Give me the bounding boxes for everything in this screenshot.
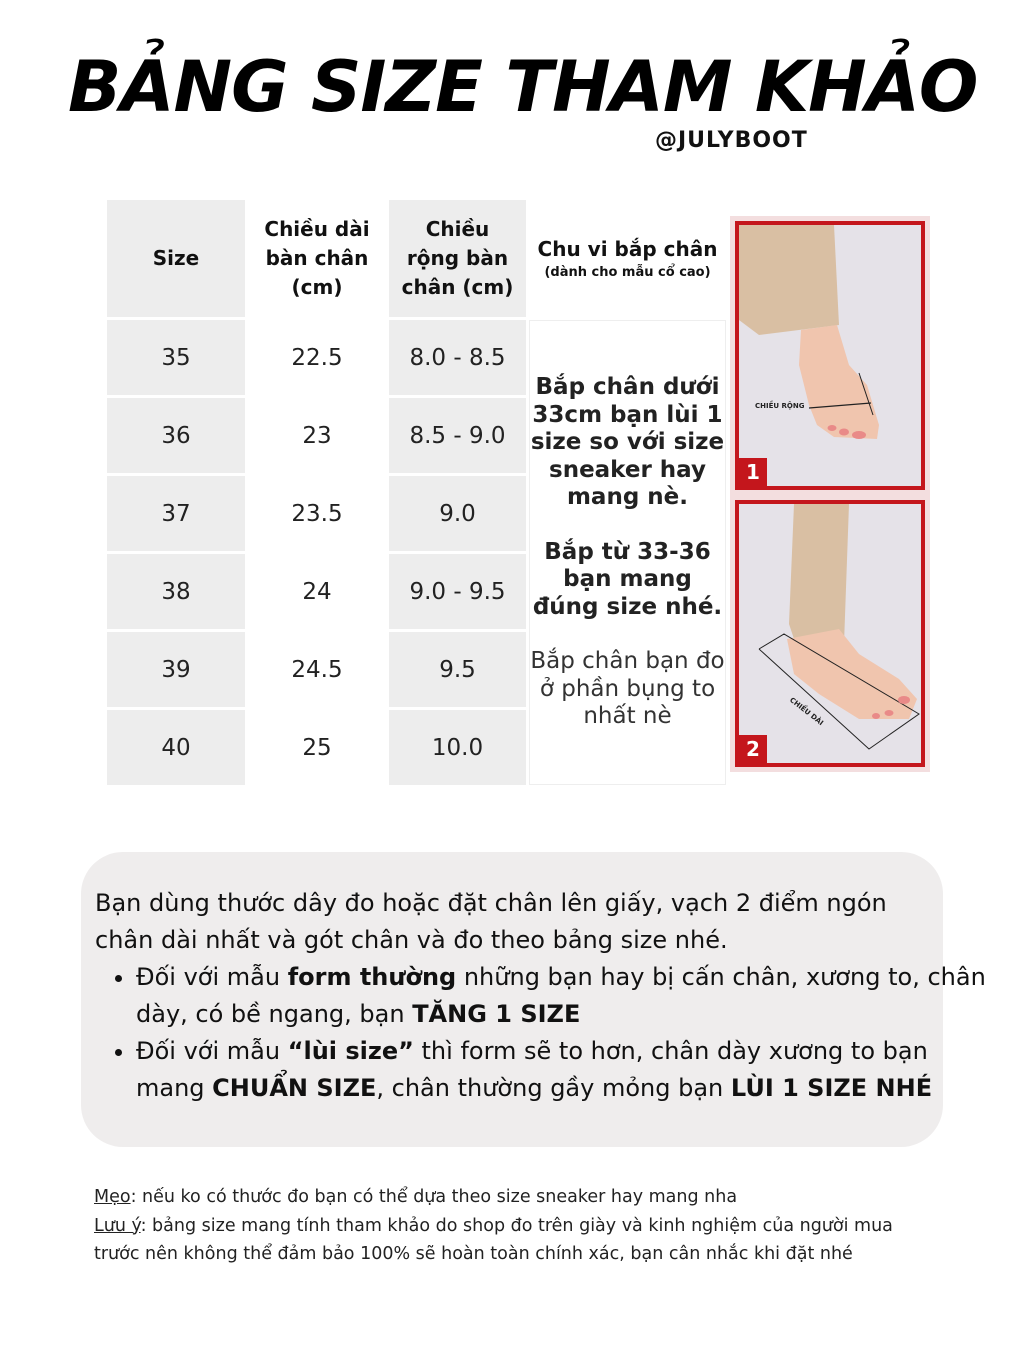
bullet1-bold-form: form thường <box>287 963 457 991</box>
tip-text: : nếu ko có thước đo bạn có thể dựa theo size sneaker hay mang nha <box>130 1187 738 1207</box>
foot-width-photo <box>730 216 930 495</box>
trouser-leg <box>739 225 839 335</box>
calf-note-33-36: Bắp từ 33-36 bạn mang đúng size nhé. <box>532 538 723 620</box>
shop-handle: @JULYBOOT <box>655 128 808 153</box>
header-foot-length-line2: bàn chân <box>265 246 369 270</box>
cell-size: 36 <box>107 398 245 473</box>
toenail <box>828 425 837 431</box>
footer-notes <box>94 1183 924 1269</box>
cell-length: 22.5 <box>248 320 386 395</box>
cell-size: 40 <box>107 710 245 785</box>
header-size: Size <box>107 200 245 317</box>
disclaimer-text: : bảng size mang tính tham khảo do shop đo trên giày và kinh nghiệm của người mua trước nên không thể đảm bảo 100% sẽ hoàn toàn chính xác, bạn cân nhắc khi đặt nhé <box>94 1215 893 1264</box>
table-row <box>107 320 726 395</box>
bullet2-bold-model: “lùi size” <box>287 1037 414 1065</box>
size-table <box>104 197 729 788</box>
cell-width: 8.0 - 8.5 <box>389 320 526 395</box>
table-header-row <box>107 200 726 317</box>
cell-width: 10.0 <box>389 710 526 785</box>
foot-length-photo-frame <box>735 500 925 767</box>
foot-width-illustration <box>739 225 923 488</box>
width-measure-label: CHIỀU RỘNG <box>755 402 805 410</box>
toenail <box>898 696 910 704</box>
cell-length: 24 <box>248 554 386 629</box>
cell-width: 9.5 <box>389 632 526 707</box>
cell-size: 35 <box>107 320 245 395</box>
toenail <box>839 429 849 436</box>
calf-note-under-33: Bắp chân dưới 33cm bạn lùi 1 size so với size sneaker hay mang nè. <box>530 374 725 511</box>
cell-size: 39 <box>107 632 245 707</box>
cell-width: 9.0 - 9.5 <box>389 554 526 629</box>
bullet2-text-3: , chân thường gầy mỏng bạn <box>376 1074 731 1102</box>
cell-size: 37 <box>107 476 245 551</box>
disclaimer-line <box>94 1212 924 1269</box>
bullet2-text-1: Đối với mẫu <box>136 1037 288 1065</box>
bullet2-bold-true-size: CHUẨN SIZE <box>212 1074 377 1102</box>
toenail <box>885 710 894 716</box>
cell-length: 23.5 <box>248 476 386 551</box>
header-foot-width-line1: Chiều <box>425 217 490 241</box>
header-foot-width <box>389 200 526 317</box>
cell-width: 9.0 <box>389 476 526 551</box>
foot-length-photo <box>730 495 930 772</box>
page-title: BẢNG SIZE THAM KHẢO <box>68 46 978 128</box>
foot-length-illustration <box>739 504 923 765</box>
cell-length: 24.5 <box>248 632 386 707</box>
photo-number-badge: 2 <box>739 735 767 763</box>
foot-shape <box>799 325 879 439</box>
list-item <box>136 1033 986 1107</box>
foot-width-photo-frame <box>735 221 925 490</box>
instructions-intro: Bạn dùng thước dây đo hoặc đặt chân lên giấy, vạch 2 điểm ngón chân dài nhất và gót chân và đo theo bảng size nhé. <box>95 889 887 954</box>
tip-line <box>94 1183 924 1212</box>
cell-size: 38 <box>107 554 245 629</box>
list-item <box>136 959 986 1033</box>
disclaimer-label: Lưu ý <box>94 1215 141 1236</box>
instructions-list <box>81 959 986 1107</box>
header-calf-circumference <box>529 200 726 317</box>
header-foot-width-line3: chân (cm) <box>401 275 514 299</box>
header-foot-length-line3: (cm) <box>291 275 343 299</box>
photo-number-badge: 1 <box>739 458 767 486</box>
measuring-instructions-box <box>81 852 986 1147</box>
calf-note <box>529 320 726 785</box>
cell-width: 8.5 - 9.0 <box>389 398 526 473</box>
bullet2-text-2: thì form sẽ to hơn, chân dày xương to bạn mang <box>136 1037 928 1102</box>
tip-label: Mẹo <box>94 1187 131 1207</box>
calf-note-measure: Bắp chân bạn đo ở phần bụng to nhất nè <box>530 648 725 730</box>
header-calf-subtitle: (dành cho mẫu cổ cao) <box>544 265 711 280</box>
toenail <box>852 431 866 439</box>
bullet2-bold-size-down: LÙI 1 SIZE NHÉ <box>730 1074 933 1102</box>
header-foot-length-line1: Chiều dài <box>264 217 370 241</box>
header-foot-width-line2: rộng bàn <box>406 246 509 270</box>
bullet1-text-1: Đối với mẫu <box>136 963 288 991</box>
bullet1-text-2: những bạn hay bị cấn chân, xương to, chân dày, có bề ngang, bạn <box>136 963 986 1028</box>
header-foot-length <box>248 200 386 317</box>
length-measure-label: CHIỀU DÀI <box>788 696 825 728</box>
bullet1-bold-size-up: TĂNG 1 SIZE <box>412 1000 581 1028</box>
toenail <box>872 713 880 719</box>
cell-length: 23 <box>248 398 386 473</box>
header-calf-title: Chu vi bắp chân <box>537 237 718 261</box>
cell-length: 25 <box>248 710 386 785</box>
